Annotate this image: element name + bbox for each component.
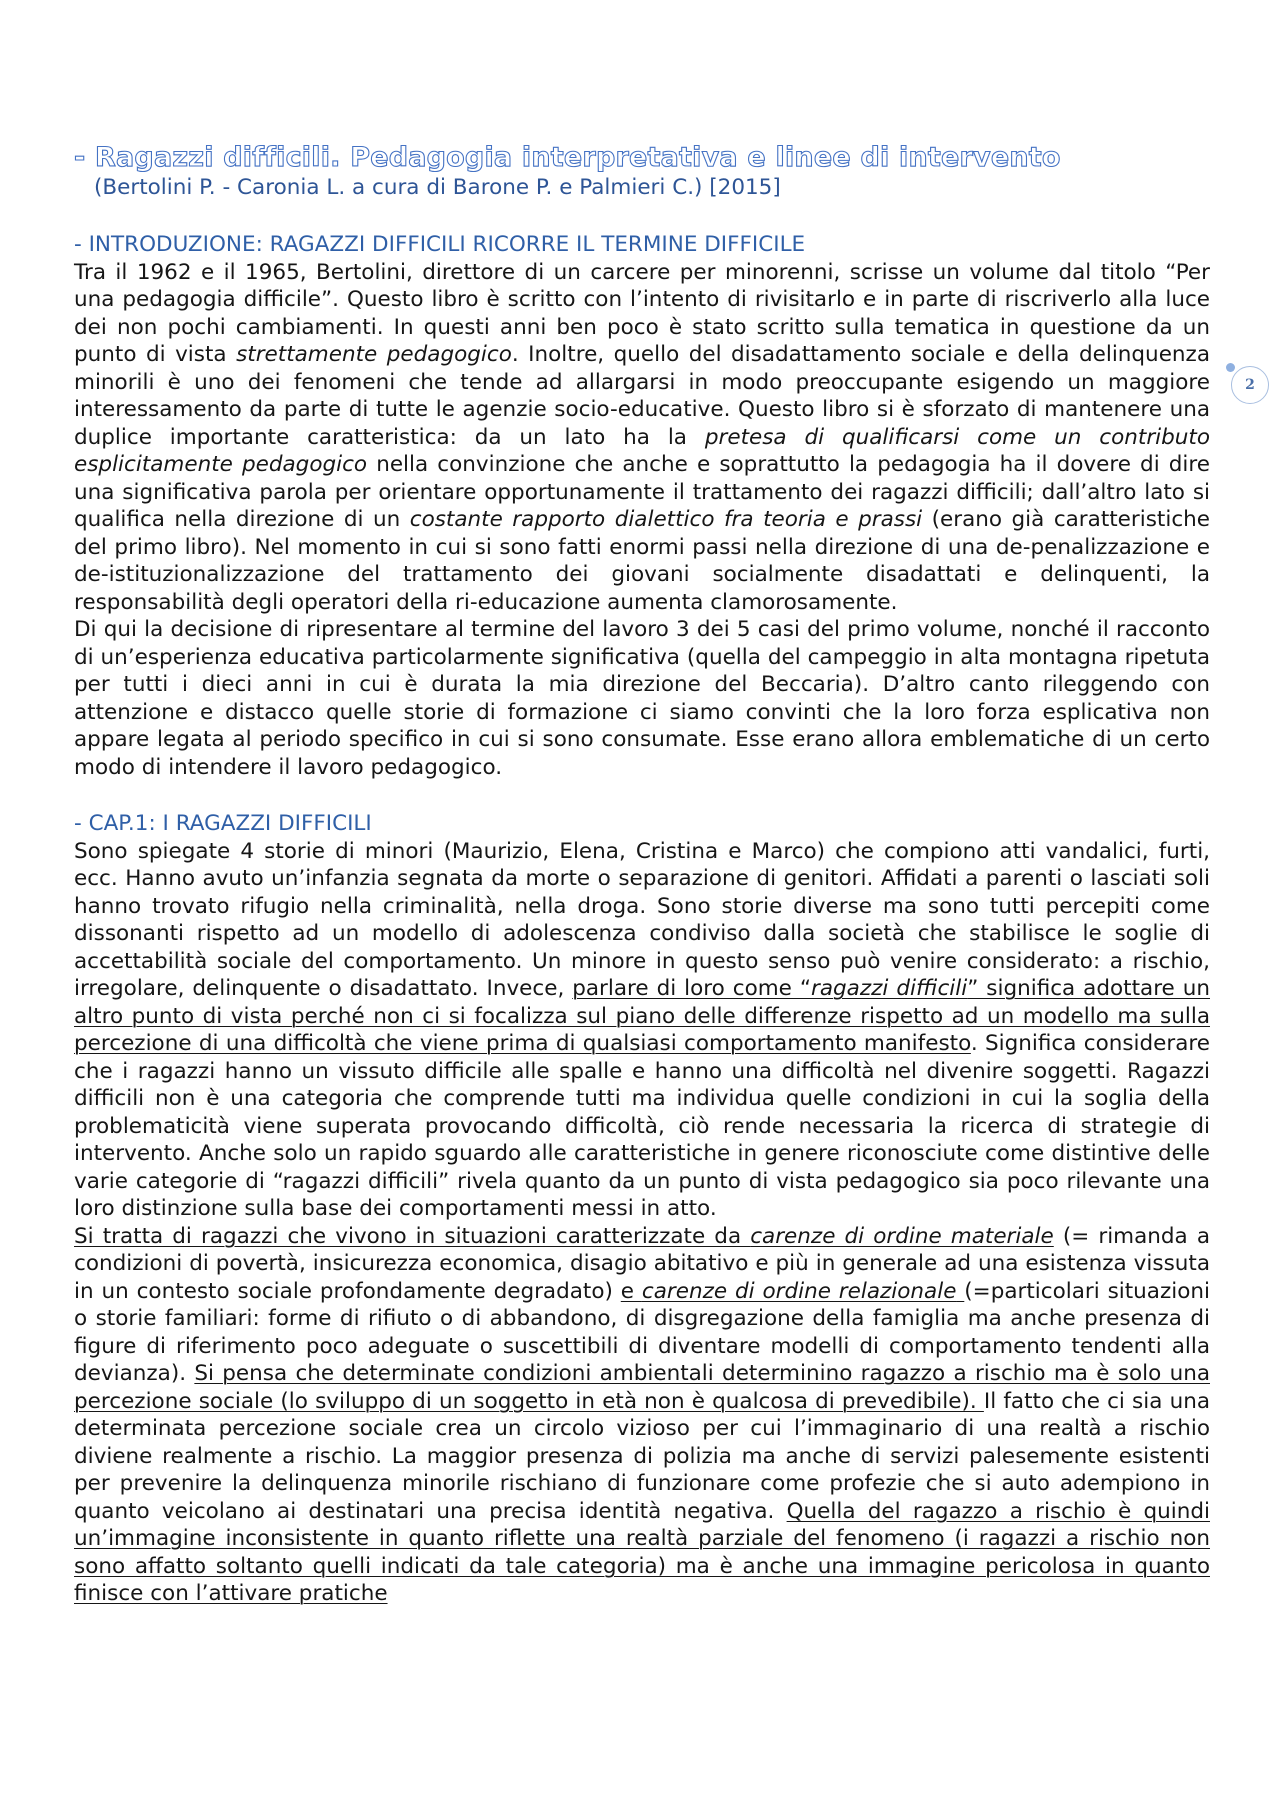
text-run: Di qui la decisione di ripresentare al termine del lavoro 3 dei 5 casi del primo volume, nonché il racconto di un’esperienza educativa particolarmente significativa (quella del campeggio in alta montagna ripetuta per tutti i dieci anni in cui è durata la mia direzione del Beccaria). D’altro canto rileggendo con attenzione e distacco quelle storie di formazione ci siamo convinti che la loro forza esplicativa non appare legata al periodo specifico in cui si sono consumate. Esse erano allora emblematiche di un certo modo di intendere il lavoro pedagogico. bbox=[74, 617, 1210, 780]
text-run: carenze di ordine relazionale bbox=[641, 1278, 957, 1304]
text-run: nella convinzione che anche e soprattutto la pedagogia ha il dovere di dire una significativa parola per orientare opportunamente il trattamento dei ragazzi difficili; dall’altro lato si qualifica nella direzione di un bbox=[74, 452, 1210, 532]
text-run: pretesa di qualificarsi come un contributo esplicitamente pedagogico bbox=[74, 424, 1210, 477]
text-run: (erano già caratteristiche del primo libro). Nel momento in cui si sono fatti enormi passi nella direzione di una de-penalizzazione e de-istituzionalizzazione del trattamento dei giovani socialmente disadattati e delinquenti, la responsabilità degli operatori della ri-educazione aumenta clamorosamente. bbox=[74, 507, 1211, 615]
page-number-ornament bbox=[1226, 363, 1235, 372]
document-title: - Ragazzi difficili. Pedagogia interpretativa e linee di intervento bbox=[74, 142, 1061, 173]
text-run: costante rapporto dialettico fra teoria e prassi bbox=[409, 507, 923, 532]
text-run: ragazzi difficili bbox=[811, 976, 968, 1001]
text-run: Si pensa che determinate condizioni ambientali determinino ragazzo a rischio ma è solo una percezione sociale (lo sviluppo di un soggetto in età non è qualcosa di prevedibile). bbox=[74, 1361, 1210, 1414]
text-run: Quella del ragazzo a rischio è quindi un’immagine inconsistente in quanto riflette una realtà parziale del fenomeno (i ragazzi a rischio non sono affatto soltanto quelli indicati da tale categoria) ma è anche una immagine pericolosa in quanto finisce con l’attivare pratiche bbox=[74, 1498, 1210, 1606]
section-heading: - CAP.1: I RAGAZZI DIFFICILI bbox=[74, 811, 372, 836]
text-run: Si tratta di ragazzi che vivono in situazioni caratterizzate da bbox=[74, 1223, 751, 1249]
text-run: ” significa adottare un altro punto di vista perché non ci si focalizza sul piano delle differenze rispetto ad un modello ma sulla percezione di una difficoltà che viene prima di qualsiasi comportamento manifesto bbox=[74, 976, 1210, 1056]
text-run: parlare di loro come “ bbox=[572, 976, 811, 1001]
section-introduzione bbox=[74, 231, 1210, 781]
paragraph bbox=[74, 838, 1210, 1223]
section-cap1 bbox=[74, 810, 1210, 1608]
section-heading: - INTRODUZIONE: RAGAZZI DIFFICILI RICORRE IL TERMINE DIFFICILE bbox=[74, 232, 806, 257]
document-page bbox=[74, 140, 1210, 1608]
document-subtitle: (Bertolini P. - Caronia L. a cura di Barone P. e Palmieri C.) [2015] bbox=[94, 175, 781, 200]
paragraph bbox=[74, 1223, 1210, 1608]
page-number: 2 bbox=[1231, 366, 1269, 404]
text-run: (= rimanda a condizioni di povertà, insicurezza economica, disagio abitativo e più in generale ad una esistenza vissuta in un contesto sociale profondamente degradato) bbox=[74, 1223, 1210, 1304]
text-run: strettamente pedagogico bbox=[236, 342, 512, 367]
paragraph bbox=[74, 616, 1210, 781]
text-run: Sono spiegate 4 storie di minori (Maurizio, Elena, Cristina e Marco) che compiono atti vandalici, furti, ecc. Hanno avuto un’infanzia segnata da morte o separazione di genitori. Affidati a parenti o lasciati soli hanno trovato rifugio nella criminalità, nella droga. Sono storie diverse ma sono tutti percepiti come dissonanti rispetto ad un modello di adolescenza condiviso dalla società che stabilisce le soglie di accettabilità sociale del comportamento. Un minore in questo senso può venire considerato: a rischio, irregolare, delinquente o disadattato. Invece, bbox=[74, 838, 1210, 1001]
text-run: (=particolari situazioni o storie familiari: forme di rifiuto o di abbandono, di disgregazione della famiglia ma anche presenza di figure di riferimento poco adeguate o suscettibili di diventare modelli di comportamento tendenti alla devianza). bbox=[74, 1278, 1210, 1386]
text-run: . Significa considerare che i ragazzi hanno un vissuto difficile alle spalle e hanno una difficoltà nel divenire soggetti. Ragazzi difficili non è una categoria che comprende tutti ma individua quelle condizioni in cui la soglia della problematicità viene superata provocando difficoltà, ciò rende necessaria la ricerca di strategie di intervento. Anche solo un rapido sguardo alle caratteristiche in genere riconosciute come distintive delle varie categorie di “ragazzi difficili” rivela quanto da un punto di vista pedagogico sia poco rilevante una loro distinzione sulla base dei comportamenti messi in atto. bbox=[74, 1031, 1211, 1221]
text-run: e bbox=[620, 1278, 642, 1304]
text-run: Tra il 1962 e il 1965, Bertolini, direttore di un carcere per minorenni, scrisse un volume dal titolo “Per una pedagogia difficile”. Questo libro è scritto con l’intento di rivisitarlo e in parte di riscriverlo alla luce dei non pochi cambiamenti. In questi anni ben poco è stato scritto sulla tematica in questione da un punto di vista bbox=[74, 259, 1210, 367]
text-run: carenze di ordine materiale bbox=[750, 1223, 1054, 1249]
paragraph bbox=[74, 259, 1210, 617]
text-run: . Inoltre, quello del disadattamento sociale e della delinquenza minorili è uno dei fenomeni che tende ad allargarsi in modo preoccupante esigendo un maggiore interessamento da parte di tutte le agenzie socio-educative. Questo libro si è sforzato di mantenere una duplice importante caratteristica: da un lato ha la bbox=[74, 342, 1211, 450]
text-run: Il fatto che ci sia una determinata percezione sociale crea un circolo vizioso per cui l’immaginario di una realtà a rischio diviene realmente a rischio. La maggior presenza di polizia ma anche di servizi palesemente esistenti per prevenire la delinquenza minorile rischiano di funzionare come profezie che si auto adempiono in quanto veicolano ai destinatari una precisa identità negativa. bbox=[74, 1388, 1210, 1524]
